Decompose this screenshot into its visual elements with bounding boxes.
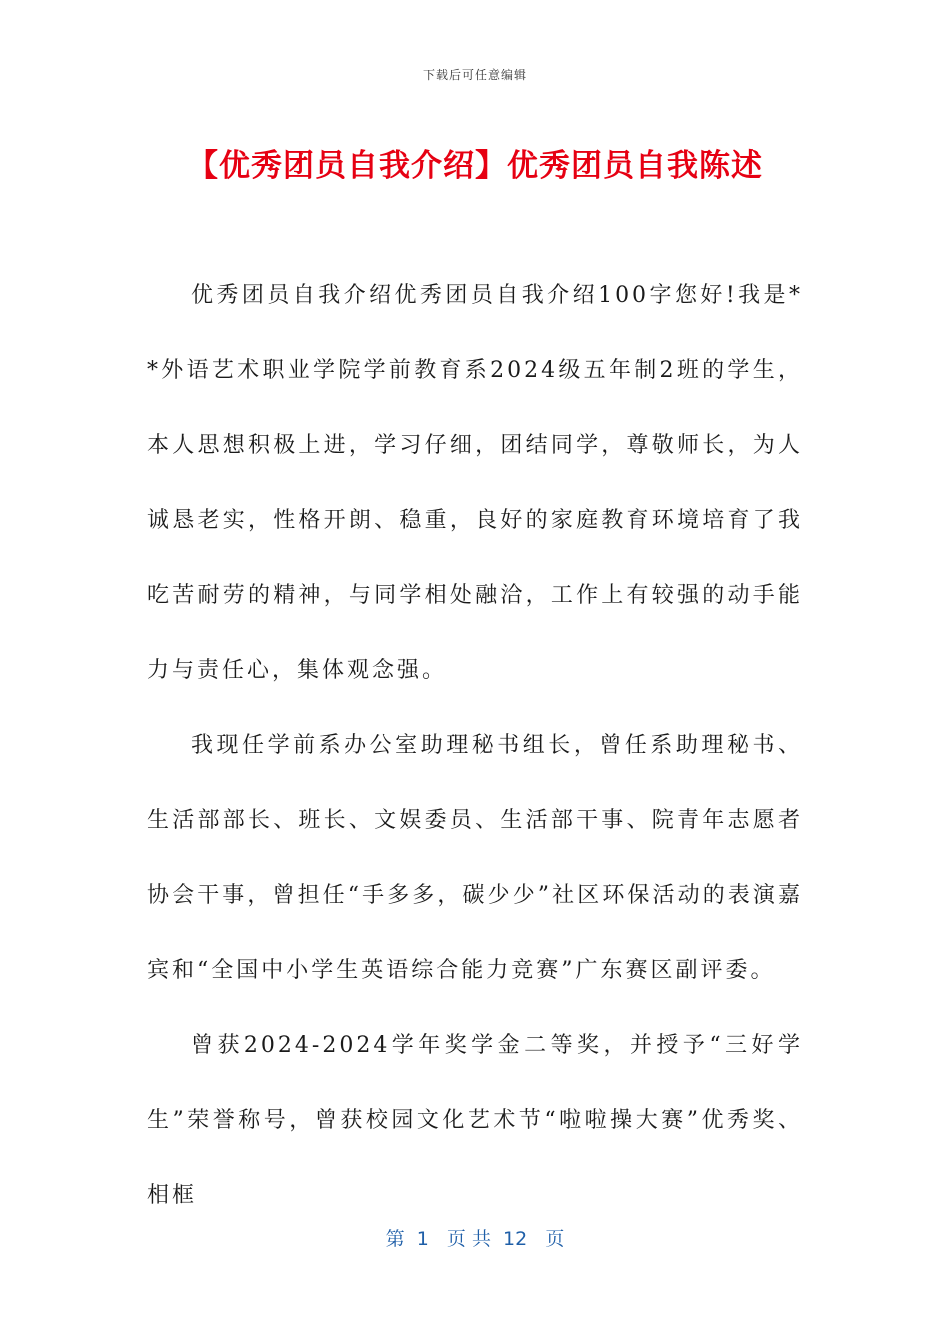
paragraph-awards: 曾获2024-2024学年奖学金二等奖，并授予“三好学生”荣誉称号，曾获校园文化艺术节“啦啦操大赛”优秀奖、相框 [147, 1033, 803, 1208]
header-note: 下载后可任意编辑 [422, 68, 527, 82]
paragraph-intro: 优秀团员自我介绍优秀团员自我介绍100字您好!我是**外语艺术职业学院学前教育系2024级五年制2班的学生，本人思想积极上进，学习仔细，团结同学，尊敬师长，为人诚恳老实，性格开朗、稳重，良好的家庭教育环境培育了我吃苦耐劳的精神，与同学相处融洽，工作上有较强的动手能力与责任心，集体观念强。 [147, 283, 803, 683]
document-body [147, 258, 803, 1233]
document-title: 【优秀团员自我介绍】优秀团员自我陈述 [187, 148, 763, 184]
paragraph-positions: 我现任学前系办公室助理秘书组长，曾任系助理秘书、生活部部长、班长、文娱委员、生活部干事、院青年志愿者协会干事，曾担任“手多多，碳少少”社区环保活动的表演嘉宾和“全国中小学生英语综合能力竞赛”广东赛区副评委。 [147, 733, 803, 983]
page-number: 第 1 页 共 12 页 [385, 1228, 565, 1250]
